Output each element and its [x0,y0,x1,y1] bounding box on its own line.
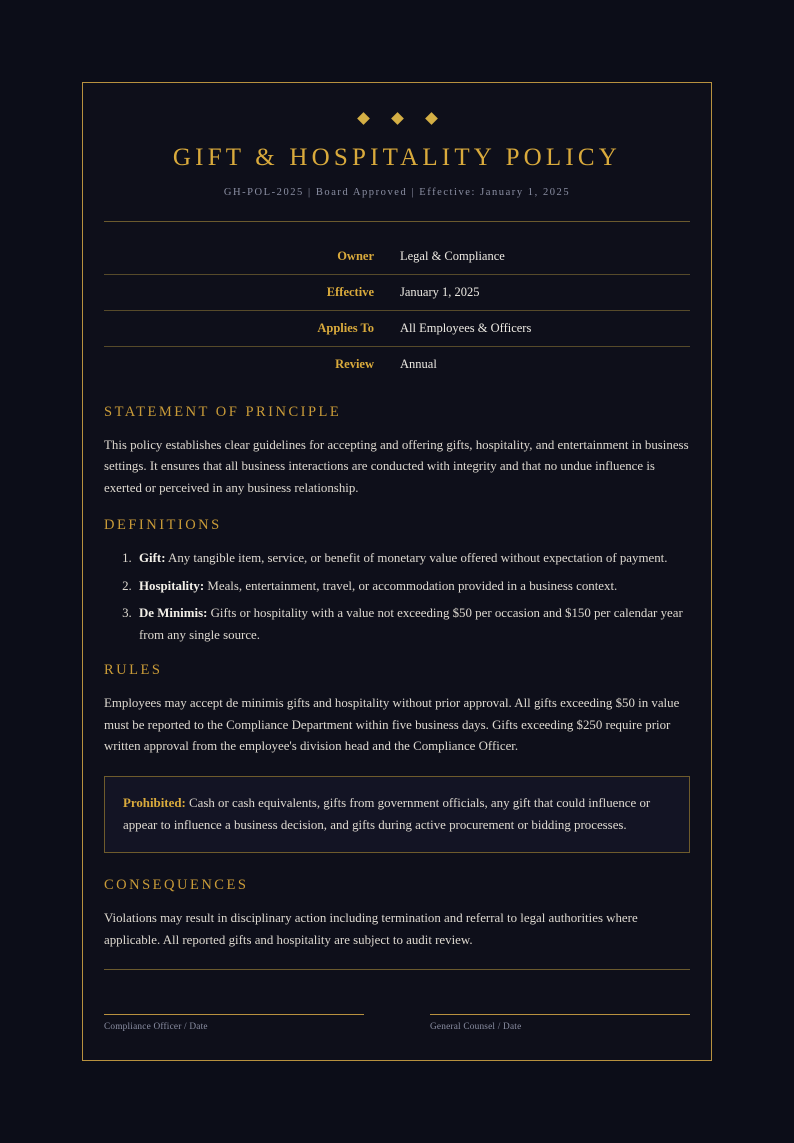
meta-label-owner: Owner [337,248,374,263]
callout-label-prohibited: Prohibited: [123,795,186,810]
section-heading-rules: RULES [104,662,163,679]
signature-block-general-counsel [430,1014,690,1032]
diamond-ornament-row [104,114,690,123]
meta-value-owner: Legal & Compliance [400,248,505,263]
section-heading-definitions: DEFINITIONS [104,517,222,534]
definition-text: Gifts or hospitality with a value not exceeding $50 per occasion and $150 per calendar year from any single source. [139,606,683,642]
section-body-rules: Employees may accept de minimis gifts and hospitality without prior approval. All gifts exceeding $50 in value must be reported to the Compliance Department within five business days. Gifts exceeding $250 require prior written approval from the employee's division head and the Compliance Officer. [104,696,680,754]
meta-value-effective: January 1, 2025 [386,274,690,310]
document-title: GIFT & HOSPITALITY POLICY [172,144,622,171]
section-body-principle: This policy establishes clear guidelines for accepting and offering gifts, hospitality, and entertainment in business settings. It ensures that all business interactions are conducted with integrity and that no undue influence is exerted or perceived in any business relationship. [104,437,689,495]
section-definitions [104,517,690,646]
callout-paragraph [123,792,671,836]
list-item [135,548,690,570]
signature-row [104,1014,690,1032]
signature-caption: General Counsel / Date [430,1022,522,1033]
document-frame [82,82,712,1061]
signature-line [430,1014,690,1015]
document-subtitle: GH-POL-2025 | Board Approved | Effective: January 1, 2025 [223,186,571,198]
footer-divider [104,969,690,970]
table-row [104,346,690,382]
prohibited-callout-box [104,776,690,853]
definition-term: Hospitality: [139,578,205,593]
definition-term: Gift: [139,551,166,566]
definition-term: De Minimis: [139,606,208,621]
diamond-ornament-icon [357,112,370,125]
section-statement-of-principle [104,404,690,500]
signature-block-compliance-officer [104,1014,364,1032]
meta-label-review: Review [104,346,386,382]
metadata-table [104,239,690,382]
meta-value-review: Annual [386,346,690,382]
meta-label-applies-to: Applies To [104,310,386,346]
section-rules [104,662,690,853]
list-item [135,603,690,646]
diamond-ornament-icon [391,112,404,125]
section-heading-consequences: CONSEQUENCES [104,877,249,894]
section-heading-principle: STATEMENT OF PRINCIPLE [104,403,342,420]
signature-caption: Compliance Officer / Date [104,1022,208,1033]
section-consequences [104,877,690,951]
table-row [104,274,690,310]
list-item [135,576,690,598]
meta-label-effective: Effective [104,274,386,310]
table-row [104,310,690,346]
table-row [104,239,690,275]
header-divider [104,221,690,222]
definition-text: Any tangible item, service, or benefit of monetary value offered without expectation of payment. [165,551,668,566]
signature-line [104,1014,364,1015]
definitions-list [104,548,690,646]
document-header [104,105,690,198]
callout-body-text: Cash or cash equivalents, gifts from government officials, any gift that could influence or appear to influence a business decision, and gifts during active procurement or bidding processes. [123,795,651,833]
diamond-ornament-icon [425,112,438,125]
definition-text: Meals, entertainment, travel, or accommodation provided in a business context. [204,578,618,593]
meta-value-applies-to: All Employees & Officers [386,310,690,346]
section-body-consequences: Violations may result in disciplinary action including termination and referral to legal authorities where applicable. All reported gifts and hospitality are subject to audit review. [104,911,638,947]
